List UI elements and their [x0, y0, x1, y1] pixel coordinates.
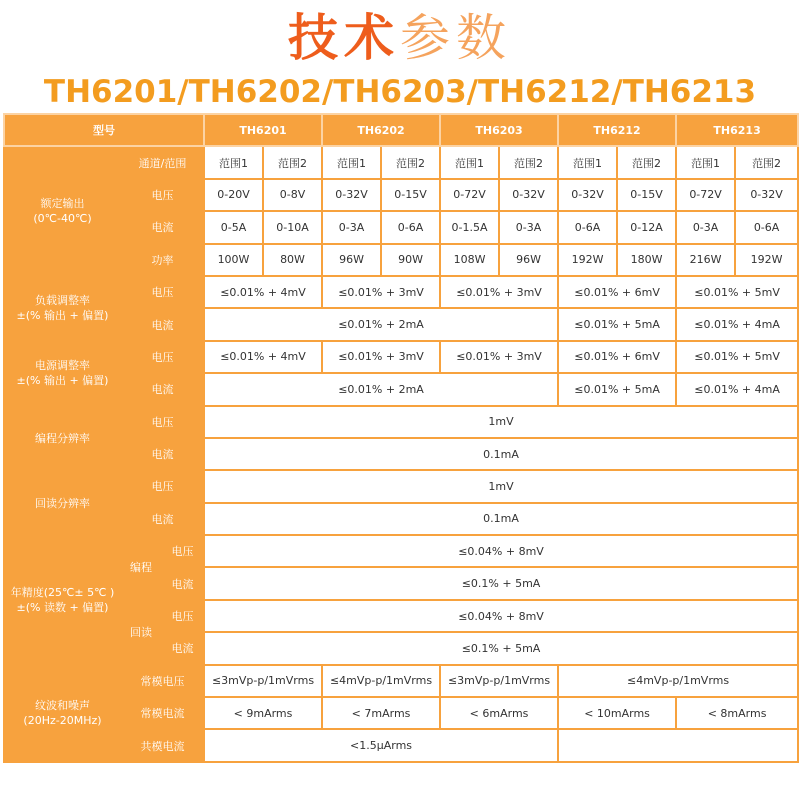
- ripple-cm-voltage: ≤3mVp-p/1mVrms: [204, 665, 322, 697]
- current-label: 电流: [121, 373, 204, 405]
- load-reg-voltage: ≤0.01% + 4mV: [204, 276, 322, 308]
- rated-label: 额定输出 (0℃-40℃): [4, 146, 121, 276]
- power-cell: 100W: [204, 244, 263, 276]
- power-cell: 80W: [263, 244, 322, 276]
- prog-res-current: 0.1mA: [204, 438, 798, 470]
- accuracy-read-current: ≤0.1% + 5mA: [204, 632, 798, 664]
- accuracy-prog-current: ≤0.1% + 5mA: [204, 567, 798, 599]
- range-cell: 范围2: [499, 146, 558, 178]
- ripple-cm-current: < 9mArms: [204, 697, 322, 729]
- accuracy-read-voltage: ≤0.04% + 8mV: [204, 600, 798, 632]
- range-cell: 范围2: [381, 146, 440, 178]
- current-cell: 0-12A: [617, 211, 676, 243]
- power-label: 功率: [121, 244, 204, 276]
- load-reg-current: ≤0.01% + 5mA: [558, 308, 676, 340]
- voltage-cell: 0-15V: [617, 179, 676, 211]
- line-reg-voltage: ≤0.01% + 5mV: [676, 341, 798, 373]
- current-cell: 0-6A: [381, 211, 440, 243]
- read-res-current: 0.1mA: [204, 503, 798, 535]
- title-part2: 参数: [400, 9, 512, 67]
- range-cell: 范围1: [558, 146, 617, 178]
- ripple-cm-voltage: ≤4mVp-p/1mVrms: [322, 665, 440, 697]
- channel-label: 通道/范围: [121, 146, 204, 178]
- load-reg-voltage: ≤0.01% + 5mV: [676, 276, 798, 308]
- title-part1: 技术: [288, 9, 400, 67]
- cm-current-label: 常模电流: [121, 697, 204, 729]
- prog-res-voltage: 1mV: [204, 406, 798, 438]
- cm-voltage-label: 常模电压: [121, 665, 204, 697]
- voltage-cell: 0-72V: [676, 179, 735, 211]
- range-cell: 范围1: [440, 146, 499, 178]
- voltage-cell: 0-32V: [322, 179, 381, 211]
- header-col: TH6201: [204, 114, 322, 146]
- line-reg-current: ≤0.01% + 4mA: [676, 373, 798, 405]
- voltage-label: 电压: [161, 535, 204, 567]
- header-col: TH6202: [322, 114, 440, 146]
- ripple-com-current: <1.5μArms: [204, 729, 558, 761]
- current-cell: 0-3A: [676, 211, 735, 243]
- com-current-label: 共模电流: [121, 729, 204, 761]
- current-cell: 0-6A: [558, 211, 617, 243]
- range-cell: 范围1: [676, 146, 735, 178]
- ripple-com-empty: [558, 729, 798, 761]
- voltage-cell: 0-20V: [204, 179, 263, 211]
- ripple-cm-current: < 6mArms: [440, 697, 558, 729]
- spec-table: [3, 113, 799, 763]
- header-col: TH6203: [440, 114, 558, 146]
- load-reg-label: 负载调整率 ±(% 输出 + 偏置): [4, 276, 121, 341]
- voltage-label: 电压: [121, 341, 204, 373]
- load-reg-voltage: ≤0.01% + 3mV: [440, 276, 558, 308]
- power-cell: 180W: [617, 244, 676, 276]
- current-label: 电流: [121, 211, 204, 243]
- accuracy-prog-label: 编程: [121, 535, 161, 600]
- accuracy-read-label: 回读: [121, 600, 161, 665]
- ripple-cm-current: < 10mArms: [558, 697, 676, 729]
- current-label: 电流: [121, 308, 204, 340]
- power-cell: 96W: [322, 244, 381, 276]
- voltage-cell: 0-15V: [381, 179, 440, 211]
- voltage-label: 电压: [121, 276, 204, 308]
- header-col: TH6212: [558, 114, 676, 146]
- range-cell: 范围2: [263, 146, 322, 178]
- header-col: TH6213: [676, 114, 798, 146]
- read-res-label: 回读分辨率: [4, 470, 121, 535]
- range-cell: 范围1: [204, 146, 263, 178]
- read-res-voltage: 1mV: [204, 470, 798, 502]
- line-reg-label: 电源调整率 ±(% 输出 + 偏置): [4, 341, 121, 406]
- line-reg-voltage: ≤0.01% + 3mV: [322, 341, 440, 373]
- line-reg-current: ≤0.01% + 5mA: [558, 373, 676, 405]
- page-title: [0, 6, 800, 70]
- header-model: 型号: [4, 114, 204, 146]
- current-cell: 0-10A: [263, 211, 322, 243]
- line-reg-voltage: ≤0.01% + 6mV: [558, 341, 676, 373]
- load-reg-current: ≤0.01% + 4mA: [676, 308, 798, 340]
- ripple-label: 纹波和噪声 (20Hz-20MHz): [4, 665, 121, 762]
- ripple-cm-current: < 8mArms: [676, 697, 798, 729]
- power-cell: 216W: [676, 244, 735, 276]
- current-cell: 0-6A: [735, 211, 798, 243]
- range-cell: 范围2: [617, 146, 676, 178]
- power-cell: 192W: [558, 244, 617, 276]
- voltage-cell: 0-8V: [263, 179, 322, 211]
- voltage-label: 电压: [121, 406, 204, 438]
- current-cell: 0-5A: [204, 211, 263, 243]
- power-cell: 96W: [499, 244, 558, 276]
- ripple-cm-voltage: ≤4mVp-p/1mVrms: [558, 665, 798, 697]
- voltage-label: 电压: [121, 179, 204, 211]
- voltage-cell: 0-72V: [440, 179, 499, 211]
- voltage-label: 电压: [161, 600, 204, 632]
- range-cell: 范围1: [322, 146, 381, 178]
- load-reg-current: ≤0.01% + 2mA: [204, 308, 558, 340]
- current-cell: 0-1.5A: [440, 211, 499, 243]
- prog-res-label: 编程分辨率: [4, 406, 121, 471]
- line-reg-current: ≤0.01% + 2mA: [204, 373, 558, 405]
- voltage-cell: 0-32V: [558, 179, 617, 211]
- line-reg-voltage: ≤0.01% + 3mV: [440, 341, 558, 373]
- ripple-cm-voltage: ≤3mVp-p/1mVrms: [440, 665, 558, 697]
- load-reg-voltage: ≤0.01% + 6mV: [558, 276, 676, 308]
- voltage-label: 电压: [121, 470, 204, 502]
- accuracy-prog-voltage: ≤0.04% + 8mV: [204, 535, 798, 567]
- current-label: 电流: [121, 438, 204, 470]
- power-cell: 108W: [440, 244, 499, 276]
- current-cell: 0-3A: [499, 211, 558, 243]
- current-label: 电流: [121, 503, 204, 535]
- voltage-cell: 0-32V: [735, 179, 798, 211]
- current-label: 电流: [161, 567, 204, 599]
- current-label: 电流: [161, 632, 204, 664]
- ripple-cm-current: < 7mArms: [322, 697, 440, 729]
- load-reg-voltage: ≤0.01% + 3mV: [322, 276, 440, 308]
- model-list: TH6201/TH6202/TH6203/TH6212/TH6213: [43, 74, 757, 110]
- current-cell: 0-3A: [322, 211, 381, 243]
- power-cell: 90W: [381, 244, 440, 276]
- line-reg-voltage: ≤0.01% + 4mV: [204, 341, 322, 373]
- voltage-cell: 0-32V: [499, 179, 558, 211]
- range-cell: 范围2: [735, 146, 798, 178]
- accuracy-label: 年精度(25℃± 5℃ ) ±(% 读数 + 偏置): [4, 535, 121, 665]
- power-cell: 192W: [735, 244, 798, 276]
